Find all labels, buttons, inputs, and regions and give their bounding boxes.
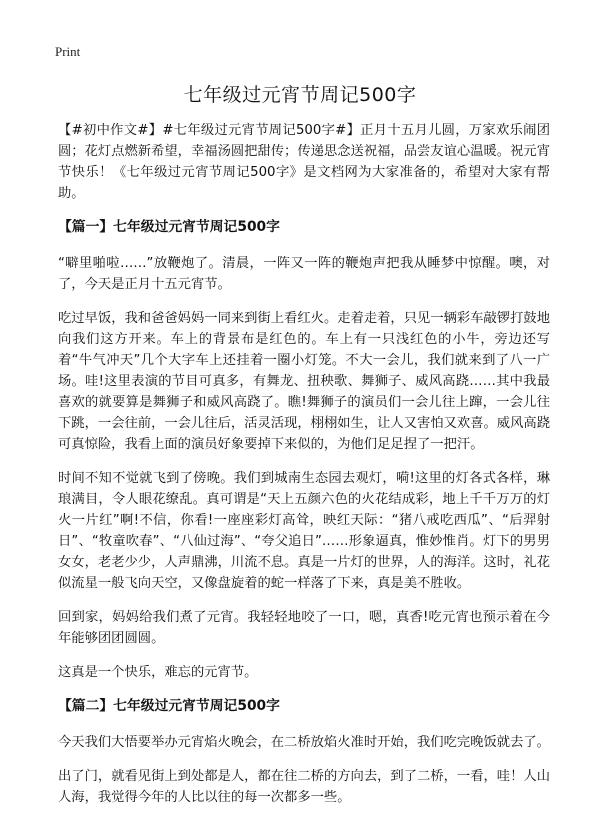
paragraph: 出了门，就看见街上到处都是人，都在往二桥的方向去，到了二桥，一看，哇！人山人海，我觉得今年的人比以往的每一次都多一些。 xyxy=(58,769,550,805)
page-title: 七年级过元宵节周记500字 xyxy=(183,84,417,106)
print-link[interactable]: Print xyxy=(55,44,81,59)
paragraph: 回到家，妈妈给我们煮了元宵。我轻轻地咬了一口，嗯，真香!吃元宵也预示着在今年能够团团圆圆。 xyxy=(58,610,550,646)
paragraph: 时间不知不觉就飞到了傍晚。我们到城南生态园去观灯，嗬!这里的灯各式各样，琳琅满目，令人眼花缭乱。真可谓是“天上五颜六色的火花结成彩，地上千千万万的灯火一片红”啊!不信，你看!一座座彩灯高耸，映红天际：“猪八戒吃西瓜”、“后羿射日”、“牧童吹春”、“八仙过海”、“夸父追日”……形象逼真，惟妙惟肖。灯下的男男女女，老老少少，人声鼎沸，川流不息。真是一片灯的世界，人的海洋。这时，礼花似流星一般飞向天空，又像盘旋着的蛇一样落了下来，真是美不胜收。 xyxy=(58,471,550,591)
section-heading-1: 【篇一】七年级过元宵节周记500字 xyxy=(58,219,280,235)
paragraph: 今天我们大悟要举办元宵焰火晚会，在二桥放焰火准时开始，我们吃完晚饭就去了。 xyxy=(58,735,550,750)
paragraph: “噼里啪啦……”放鞭炮了。清晨，一阵又一阵的鞭炮声把我从睡梦中惊醒。噢，对了，今天是正月十五元宵节。 xyxy=(58,256,550,292)
article-body xyxy=(58,120,550,821)
paragraph: 吃过早饭，我和爸爸妈妈一同来到街上看红火。走着走着，只见一辆彩车敲锣打鼓地向我们这方开来。车上的背景布是红色的。车上有一只浅红色的小牛，旁边还写着“牛气冲天”几个大字车上还挂着一圈小灯笼。不大一会儿，我们就来到了八一广场。哇!这里表演的节目可真多，有舞龙、扭秧歌、舞狮子、威风高跷……其中我最喜欢的就要算是舞狮子和威风高跷了。瞧!舞狮子的演员们一会儿往上蹿，一会儿往下跳，一会往前，一会儿往后，活灵活现，栩栩如生，让人又害怕又欢喜。威风高跷可真惊险，我看上面的演员好象要掉下来似的，为他们足足捏了一把汗。 xyxy=(58,311,550,452)
intro-paragraph: 【#初中作文#】#七年级过元宵节周记500字#】正月十五月儿圆，万家欢乐闹团圆；花灯点燃新希望，幸福汤圆把甜传；传递思念送祝福，品尝友谊心温暖。祝元宵节快乐！《七年级过元宵节周记500字》是文档网为大家准备的，希望对大家有帮助。 xyxy=(58,123,550,201)
section-heading-2: 【篇二】七年级过元宵节周记500字 xyxy=(58,698,280,714)
paragraph: 这真是一个快乐，难忘的元宵节。 xyxy=(58,665,258,680)
